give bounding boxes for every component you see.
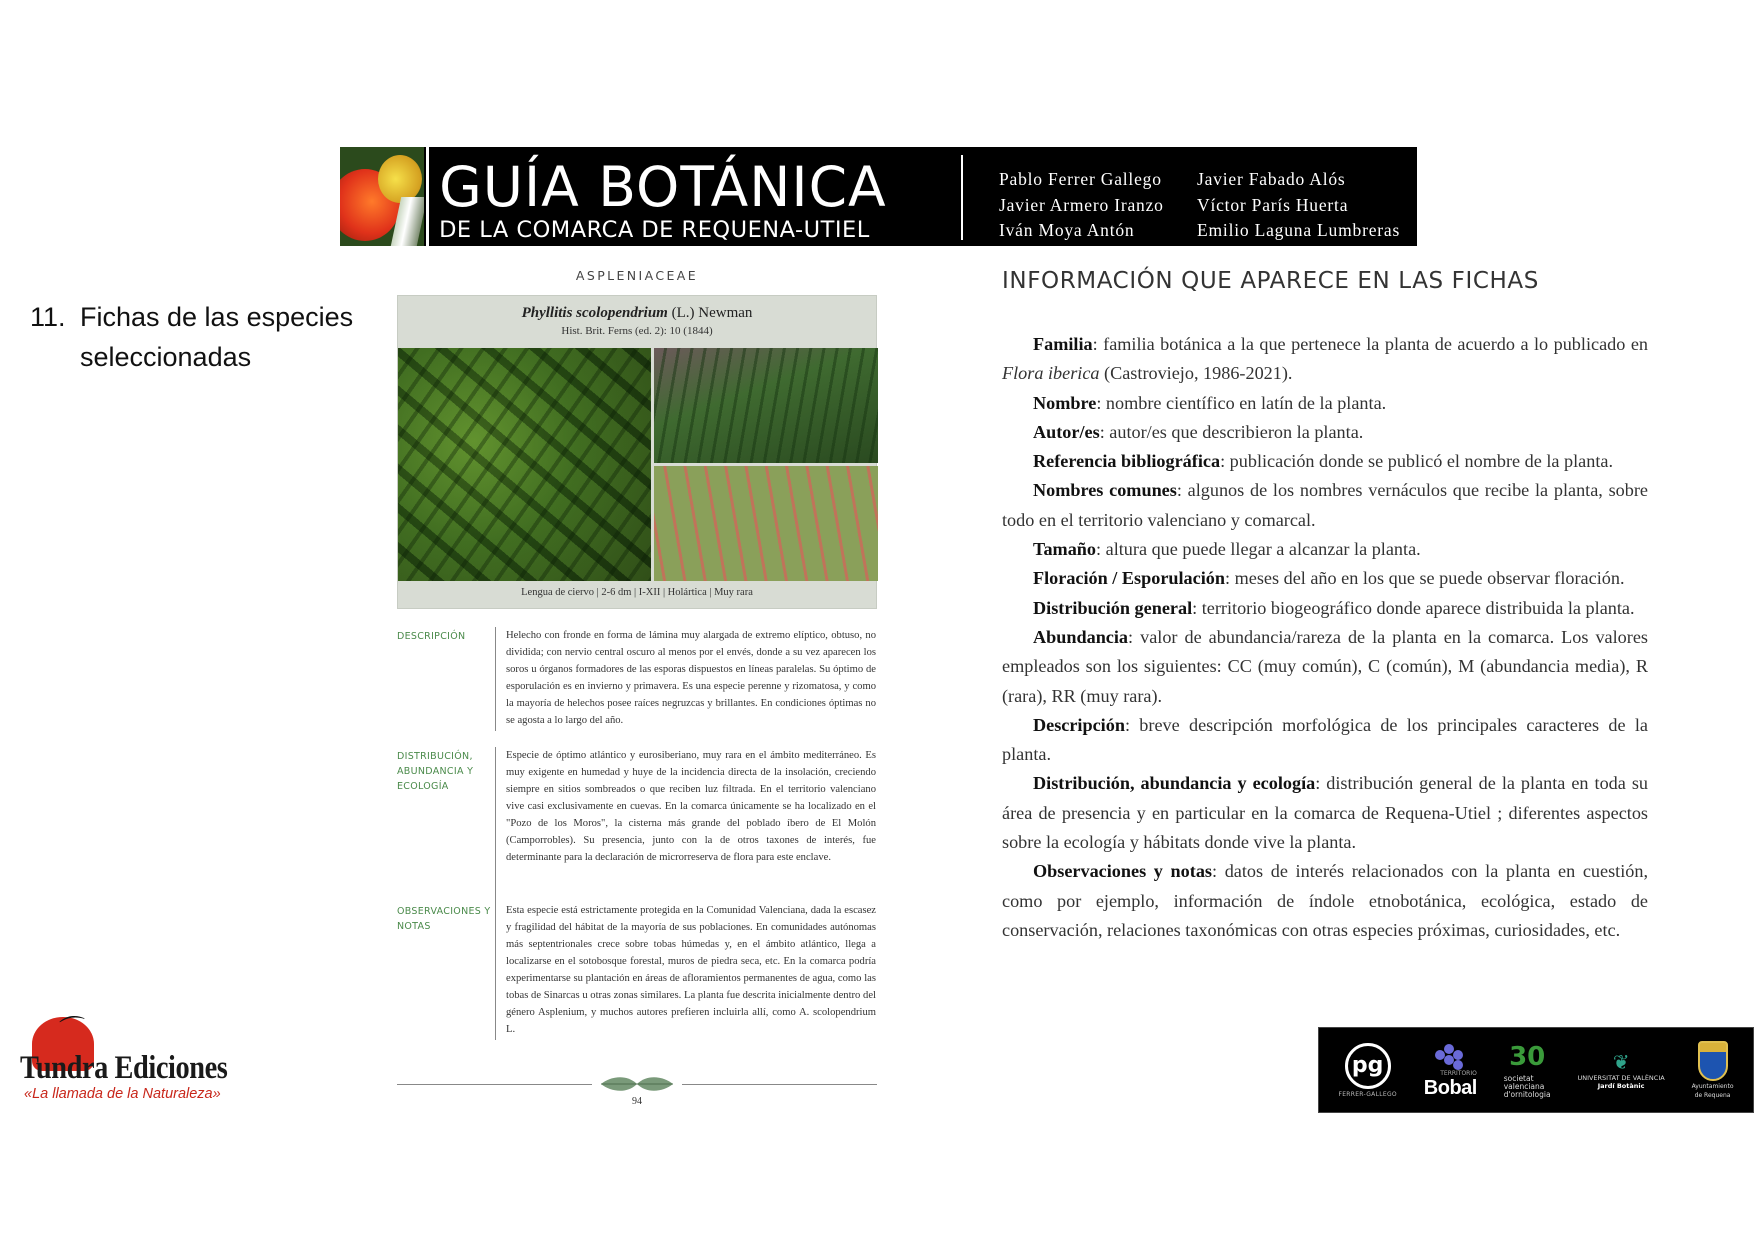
guide-title-line2: DE LA COMARCA DE REQUENA-UTIEL xyxy=(439,217,870,243)
field-text: : territorio biogeográfico donde aparece distribuida la planta. xyxy=(1192,597,1635,618)
field-text: : distribución general de la planta en toda su área de presencia y en particular en la comarca de Requena-Utiel ; diferentes aspectos sobre la ecología y hábitats donde vive la planta. xyxy=(1002,773,1648,853)
fern-photo-main xyxy=(398,348,651,581)
field-term: Observaciones y notas xyxy=(1033,861,1212,882)
field-definition xyxy=(1002,389,1648,418)
field-definition xyxy=(1002,447,1648,476)
author-name: Javier Armero Iranzo xyxy=(999,194,1164,215)
entry-label: OBSERVACIONES Y NOTAS xyxy=(397,906,491,932)
entry-text: Especie de óptimo atlántico y eurosiberiano, muy rara en el ámbito mediterráneo. Es muy exigente en humedad y huye de la incidencia directa de la insolación, creciendo siempre en sitios sombreados o que reciben luz filtrada. En el territorio valenciano vive casi exclusivamente en cuevas. En la comarca únicamente se ha localizado en el "Pozo de los Moros", la cisterna más grande del poblado íbero de El Molón (Camporrobles). Su presencia, junto con la de otros taxones de interés, fue determinante para la declaración de microrreserva de flora para este enclave. xyxy=(506,750,876,863)
entry-label: DISTRIBUCIÓN, ABUNDANCIA Y ECOLOGÍA xyxy=(397,751,474,792)
species-name: Phyllitis scolopendrium xyxy=(521,305,668,321)
field-definition xyxy=(1002,857,1648,945)
field-text: : valor de abundancia/rareza de la planta en la comarca. Los valores empleados son los siguientes: CC (muy común), C (común), M (abundancia media), R (rara), RR (muy rara). xyxy=(1002,626,1648,706)
author-name: Víctor París Huerta xyxy=(1197,194,1349,215)
info-title: INFORMACIÓN QUE APARECE EN LAS FICHAS xyxy=(1002,268,1539,294)
field-text-after: (Castroviejo, 1986-2021). xyxy=(1099,363,1293,384)
publisher-tagline: «La llamada de la Naturaleza» xyxy=(24,1086,221,1102)
poppy-photo xyxy=(340,147,424,246)
author-list xyxy=(963,147,1417,246)
field-term: Autor/es xyxy=(1033,421,1100,442)
field-definition xyxy=(1002,594,1648,623)
entry-text: Esta especie está estrictamente protegida en la Comunidad Valenciana, dada la escasez y fragilidad del hábitat de la mayoría de sus poblaciones. En comunidades autónomas más septentrionales crece sobre tobas húmedas y, en el ámbito atlántico, llega a localizarse en el sotobosque forestal, muros de piedra seca, etc. En la comarca podría experimentarse su plantación en áreas de afloramientos permanentes de agua, como las tobas de Sinarcas u otras zonas similares. La planta fue descrita inicialmente dentro del género Asplenium, y muchos autores prefieren incluirla allí, como A. scolopendrium L. xyxy=(506,905,876,1035)
species-author: (L.) Newman xyxy=(671,305,753,321)
field-definition xyxy=(1002,535,1648,564)
svo-anniversary-icon: 30 xyxy=(1509,1041,1546,1072)
svo-logo: 30 societat valenciana d'ornitologia xyxy=(1503,1041,1551,1099)
entry-description xyxy=(397,627,877,731)
field-term: Abundancia xyxy=(1033,626,1129,647)
section-heading xyxy=(30,297,353,377)
field-definition xyxy=(1002,711,1648,770)
field-definition xyxy=(1002,330,1648,389)
territorio-bobal-logo: TERRITORIO Bobal xyxy=(1424,1040,1477,1100)
page-number: 94 xyxy=(632,1096,642,1107)
author-name: Emilio Laguna Lumbreras xyxy=(1197,220,1401,241)
field-term: Nombres comunes xyxy=(1033,480,1177,501)
field-text: : algunos de los nombres vernáculos que recibe la planta, sobre todo en el territorio valenciano y comarcal. xyxy=(1002,480,1648,530)
section-title-line2: seleccionadas xyxy=(80,342,252,372)
field-definition xyxy=(1002,769,1648,857)
family-name: ASPLENIACEAE xyxy=(575,268,699,283)
field-term: Floración / Esporulación xyxy=(1033,568,1225,589)
field-term: Familia xyxy=(1033,334,1093,354)
field-term: Distribución general xyxy=(1033,597,1193,618)
sponsor-logos xyxy=(1318,1027,1754,1113)
guide-title xyxy=(429,147,927,246)
fern-ornament-icon xyxy=(597,1072,677,1096)
plant-icon: ❦ xyxy=(1612,1050,1630,1074)
field-text: : datos de interés relacionados con la planta en cuestión, como por ejemplo, información de índole etnobotánica, ecológica, estado de conservación, relaciones taxonómicas con otras especies próximas, curiosidades, etc. xyxy=(1002,861,1648,940)
bird-icon: ⌒ xyxy=(58,1013,89,1046)
field-text: : nombre científico en latín de la planta. xyxy=(1096,392,1387,413)
field-definition xyxy=(1002,623,1648,711)
field-term: Nombre xyxy=(1033,392,1097,413)
field-text: : familia botánica a la que pertenece la planta de acuerdo a lo publicado en xyxy=(1092,334,1648,354)
ayuntamiento-requena-logo: Ayuntamiento de Requena xyxy=(1692,1041,1734,1099)
coat-of-arms-icon xyxy=(1698,1041,1728,1081)
guide-banner xyxy=(340,147,1417,246)
field-definition xyxy=(1002,564,1648,593)
species-photos xyxy=(398,348,878,581)
entry-observations xyxy=(397,902,877,1040)
field-definition xyxy=(1002,476,1648,535)
field-term: Descripción xyxy=(1033,714,1125,735)
section-number: 11. xyxy=(30,302,66,332)
field-text: : breve descripción morfológica de los principales caracteres de la planta. xyxy=(1002,714,1648,765)
field-text: : publicación donde se publicó el nombre de la planta. xyxy=(1220,451,1613,472)
species-heading xyxy=(398,305,876,322)
field-definition xyxy=(1002,418,1648,447)
jardi-botanic-logo: ❦ UNIVERSITAT DE VALÈNCIA Jardí Botànic xyxy=(1577,1050,1665,1090)
entry-distribution xyxy=(397,747,877,902)
author-name: Javier Fabado Alós xyxy=(1197,169,1346,189)
fern-photo-sori xyxy=(654,466,878,581)
tundra-ediciones-logo xyxy=(20,1007,250,1102)
field-term: Referencia bibliográfica xyxy=(1033,451,1221,472)
entry-text: Helecho con fronde en forma de lámina muy alargada de extremo elíptico, obtuso, no dividida; con nervio central oscuro al menos por el envés, donde a su vez aparecen los soros u órganos formadores de las esporas dispuestos en líneas paralelas. Su óptimo de esporulación es en invierno y primavera. Es una especie perenne y rizomatosa, y como la mayoría de helechos posee raíces negruzcas y brillantes. En condiciones óptimas no se agosta a lo largo del año. xyxy=(506,630,876,726)
species-caption: Lengua de ciervo | 2-6 dm | I-XII | Holártica | Muy rara xyxy=(521,587,753,598)
grapes-icon xyxy=(1435,1040,1465,1070)
section-title-line1: Fichas de las especies xyxy=(80,302,354,332)
fern-photo-top xyxy=(654,348,878,463)
entry-label: DESCRIPCIÓN xyxy=(397,631,466,642)
field-italic: Flora iberica xyxy=(1002,363,1100,384)
author-name: Iván Moya Antón xyxy=(999,220,1135,241)
species-reference: Hist. Brit. Ferns (ed. 2): 10 (1844) xyxy=(561,325,713,337)
field-term: Tamaño xyxy=(1033,539,1097,560)
field-text: : altura que puede llegar a alcanzar la planta. xyxy=(1096,539,1421,560)
field-text: : meses del año en los que se puede observar floración. xyxy=(1225,568,1625,589)
species-card xyxy=(397,295,877,609)
sample-species-page xyxy=(397,262,877,1114)
field-definitions xyxy=(1002,330,1648,945)
author-name: Pablo Ferrer Gallego xyxy=(999,169,1162,189)
guide-title-line1: GUÍA BOTÁNICA xyxy=(439,155,887,219)
field-text: : autor/es que describieron la planta. xyxy=(1099,421,1364,442)
publisher-name: Tundra Ediciones xyxy=(20,1050,228,1086)
ferrer-gallego-logo: pg FERRER-GALLEGO xyxy=(1338,1043,1396,1098)
page-ornament xyxy=(397,1072,877,1096)
field-term: Distribución, abundancia y ecología xyxy=(1033,773,1316,794)
pg-monogram-icon: pg xyxy=(1345,1043,1391,1089)
